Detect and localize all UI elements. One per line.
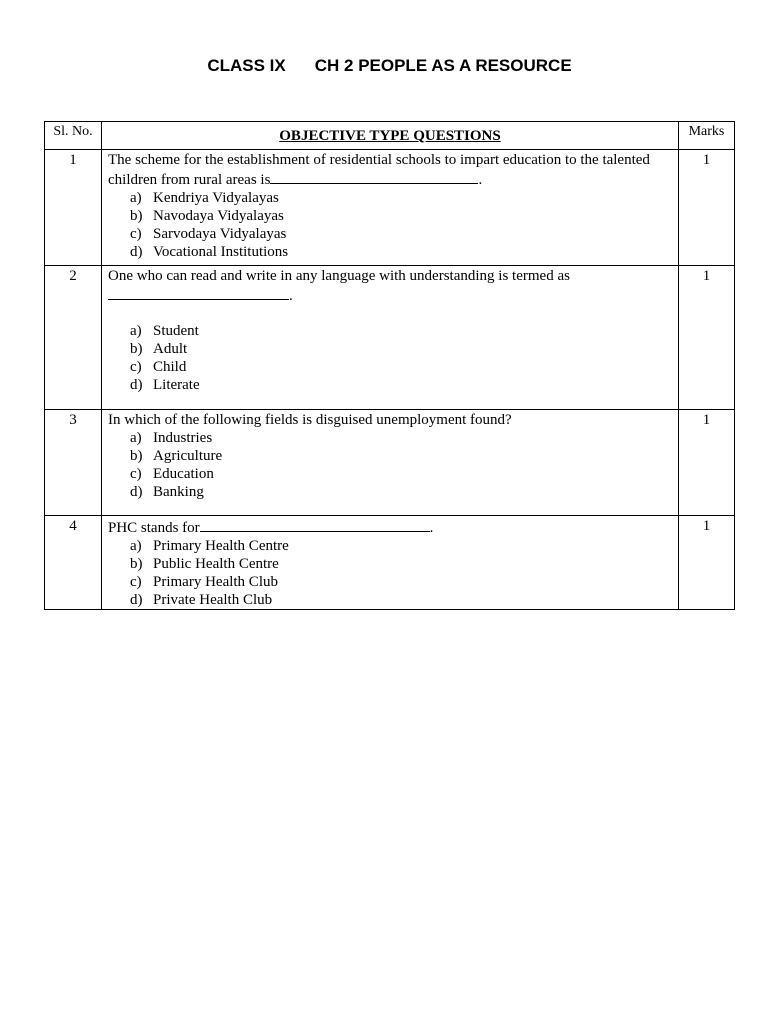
- option-item: [130, 537, 672, 555]
- question-text-body: One who can read and write in any language with understanding is termed as: [108, 268, 570, 284]
- option-letter: d): [130, 244, 143, 260]
- option-item: [130, 243, 672, 261]
- option-text: Agriculture: [153, 448, 223, 464]
- option-text: Kendriya Vidyalayas: [153, 190, 279, 206]
- option-item: [130, 225, 672, 243]
- chapter-title: CH 2 PEOPLE AS A RESOURCE: [314, 56, 572, 75]
- option-text: Student: [153, 323, 199, 339]
- option-text: Navodaya Vidyalayas: [153, 208, 284, 224]
- question-cell: [102, 150, 679, 266]
- option-text: Literate: [153, 377, 200, 393]
- table-header-row: [45, 122, 735, 150]
- option-letter: c): [130, 226, 142, 242]
- answer-blank: [200, 517, 430, 532]
- option-text: Child: [153, 359, 187, 375]
- question-row: [45, 410, 735, 516]
- option-text: Private Health Club: [153, 592, 273, 608]
- option-item: [130, 376, 672, 394]
- question-row: [45, 516, 735, 610]
- options-list: [108, 429, 672, 501]
- option-item: [130, 483, 672, 501]
- question-cell: [102, 266, 679, 410]
- questions-table: [44, 121, 735, 610]
- option-text: Industries: [153, 430, 213, 446]
- question-end: .: [429, 520, 434, 536]
- option-item: [130, 573, 672, 591]
- answer-blank: [270, 169, 478, 184]
- option-letter: d): [130, 484, 143, 500]
- option-text: Public Health Centre: [153, 556, 279, 572]
- option-letter: a): [130, 430, 142, 446]
- answer-blank: [108, 285, 289, 300]
- question-cell: [102, 516, 679, 610]
- question-text: [108, 267, 672, 305]
- option-letter: b): [130, 208, 143, 224]
- option-letter: a): [130, 190, 142, 206]
- question-text-body: PHC stands for: [108, 520, 200, 536]
- option-item: [130, 189, 672, 207]
- question-row: [45, 150, 735, 266]
- option-letter: d): [130, 592, 143, 608]
- option-item: [130, 207, 672, 225]
- question-end: .: [289, 288, 293, 304]
- marks-header: Marks: [679, 122, 735, 150]
- option-letter: b): [130, 341, 143, 357]
- option-letter: b): [130, 556, 143, 572]
- option-letter: c): [130, 574, 142, 590]
- question-row: [45, 266, 735, 410]
- question-text: In which of the following fields is disguised unemployment found?: [108, 412, 512, 428]
- option-item: [130, 591, 672, 609]
- question-marks: 1: [679, 150, 735, 266]
- question-number: 3: [45, 410, 102, 516]
- option-text: Adult: [153, 341, 188, 357]
- question-marks: 1: [679, 266, 735, 410]
- option-item: [130, 322, 672, 340]
- question-text: [108, 151, 672, 189]
- page-title: [0, 56, 768, 76]
- question-number: 2: [45, 266, 102, 410]
- option-item: [130, 465, 672, 483]
- option-item: [130, 429, 672, 447]
- options-list: [108, 189, 672, 261]
- section-header: OBJECTIVE TYPE QUESTIONS: [102, 122, 679, 150]
- option-item: [130, 340, 672, 358]
- option-letter: b): [130, 448, 143, 464]
- option-item: [130, 447, 672, 465]
- option-text: Sarvodaya Vidyalayas: [153, 226, 287, 242]
- option-item: [130, 358, 672, 376]
- options-list: [108, 322, 672, 394]
- option-text: Vocational Institutions: [153, 244, 289, 260]
- question-text: [108, 517, 672, 537]
- class-title: CLASS IX: [207, 56, 286, 75]
- question-marks: 1: [679, 516, 735, 610]
- option-letter: a): [130, 538, 142, 554]
- options-list: [108, 537, 672, 609]
- option-item: [130, 555, 672, 573]
- question-text-body: The scheme for the establishment of residential schools to impart education to the talented children from rural areas is: [108, 152, 650, 188]
- question-cell: [102, 410, 679, 516]
- question-number: 1: [45, 150, 102, 266]
- option-letter: d): [130, 377, 143, 393]
- option-text: Education: [153, 466, 214, 482]
- question-end: .: [478, 172, 483, 188]
- question-number: 4: [45, 516, 102, 610]
- option-text: Primary Health Club: [153, 574, 278, 590]
- option-text: Banking: [153, 484, 204, 500]
- option-text: Primary Health Centre: [153, 538, 289, 554]
- option-letter: a): [130, 323, 142, 339]
- option-letter: c): [130, 466, 142, 482]
- sl-no-header: Sl. No.: [45, 122, 102, 150]
- question-marks: 1: [679, 410, 735, 516]
- option-letter: c): [130, 359, 142, 375]
